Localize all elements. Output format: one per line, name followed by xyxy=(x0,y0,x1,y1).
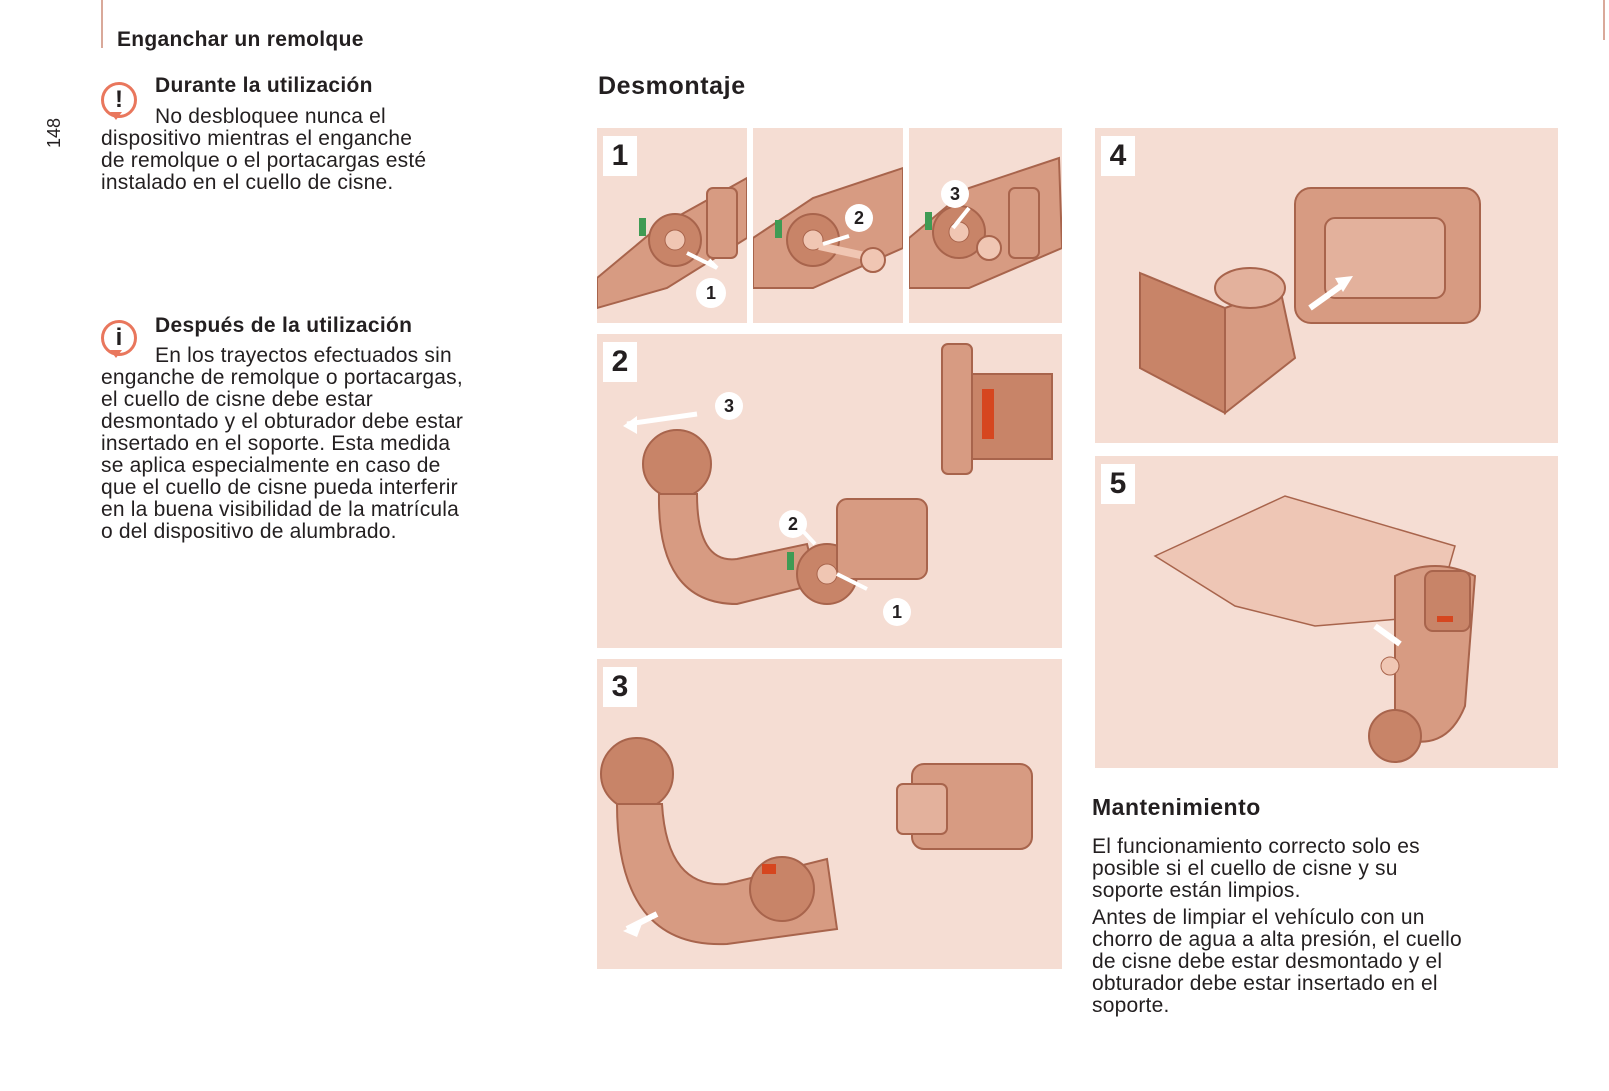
warning-line-4: instalado en el cuello de cisne. xyxy=(101,171,394,194)
desmontaje-heading: Desmontaje xyxy=(598,72,746,100)
info-line-1: En los trayectos efectuados sin xyxy=(155,344,452,367)
mant-p2-line-1: Antes de limpiar el vehículo con un xyxy=(1092,906,1425,929)
step-2-panel xyxy=(597,334,1062,648)
info-note-title: Después de la utilización xyxy=(155,314,413,337)
warning-note-title: Durante la utilización xyxy=(155,74,373,97)
step-5-panel xyxy=(1095,456,1558,768)
callout-2: 2 xyxy=(845,204,873,232)
step-number: 5 xyxy=(1101,464,1135,504)
step-1-panel-a xyxy=(597,128,747,323)
mant-p1-line-2: posible si el cuello de cisne y su xyxy=(1092,857,1398,880)
step-4-panel xyxy=(1095,128,1558,443)
step-number: 2 xyxy=(603,342,637,382)
info-symbol: i xyxy=(115,324,123,351)
warning-line-1: No desbloquee nunca el xyxy=(155,105,386,128)
callout-3: 3 xyxy=(941,180,969,208)
info-icon xyxy=(101,320,137,356)
callout-2: 2 xyxy=(779,510,807,538)
step-1-panel-b xyxy=(753,128,903,323)
info-line-2: enganche de remolque o portacargas, xyxy=(101,366,463,389)
step-number: 4 xyxy=(1101,136,1135,176)
info-line-4: desmontado y el obturador debe estar xyxy=(101,410,464,433)
mant-p2-line-4: obturador debe estar insertado en el xyxy=(1092,972,1438,995)
mant-p1-line-3: soporte están limpios. xyxy=(1092,879,1301,902)
warning-exclamation-icon xyxy=(101,82,137,118)
mant-p2-line-5: soporte. xyxy=(1092,994,1170,1017)
mantenimiento-heading: Mantenimiento xyxy=(1092,794,1261,820)
warning-line-2: dispositivo mientras el enganche xyxy=(101,127,413,150)
margin-rule xyxy=(101,0,103,48)
info-line-8: en la buena visibilidad de la matrícula xyxy=(101,498,460,521)
mant-p2-line-2: chorro de agua a alta presión, el cuello xyxy=(1092,928,1462,951)
mant-p2-line-3: de cisne debe estar desmontado y el xyxy=(1092,950,1443,973)
info-line-5: insertado en el soporte. Esta medida xyxy=(101,432,451,455)
info-line-3: el cuello de cisne debe estar xyxy=(101,388,373,411)
key-turn-illustration xyxy=(909,128,1062,323)
margin-rule-right xyxy=(1603,0,1605,40)
page-number: 148 xyxy=(44,117,64,148)
gooseneck-removal-illustration xyxy=(597,334,1062,648)
warning-symbol: ! xyxy=(115,86,123,113)
section-title: Enganchar un remolque xyxy=(117,28,364,51)
gooseneck-removed-illustration xyxy=(597,659,1062,969)
warning-line-3: de remolque o el portacargas esté xyxy=(101,149,427,172)
step-3-panel xyxy=(597,659,1062,969)
info-line-9: o del dispositivo de alumbrado. xyxy=(101,520,397,543)
mant-p1-line-1: El funcionamiento correcto solo es xyxy=(1092,835,1420,858)
step-number: 1 xyxy=(603,136,637,176)
key-insert-illustration xyxy=(753,128,903,323)
callout-1: 1 xyxy=(696,278,726,308)
step-1-panel-c xyxy=(909,128,1062,323)
step-number: 3 xyxy=(603,667,637,707)
info-line-7: que el cuello de cisne pueda interferir xyxy=(101,476,458,499)
callout-1: 1 xyxy=(883,598,911,626)
plug-insert-illustration xyxy=(1095,128,1558,443)
callout-3: 3 xyxy=(715,392,743,420)
info-line-6: se aplica especialmente en caso de xyxy=(101,454,441,477)
gooseneck-storage-illustration xyxy=(1095,456,1558,768)
